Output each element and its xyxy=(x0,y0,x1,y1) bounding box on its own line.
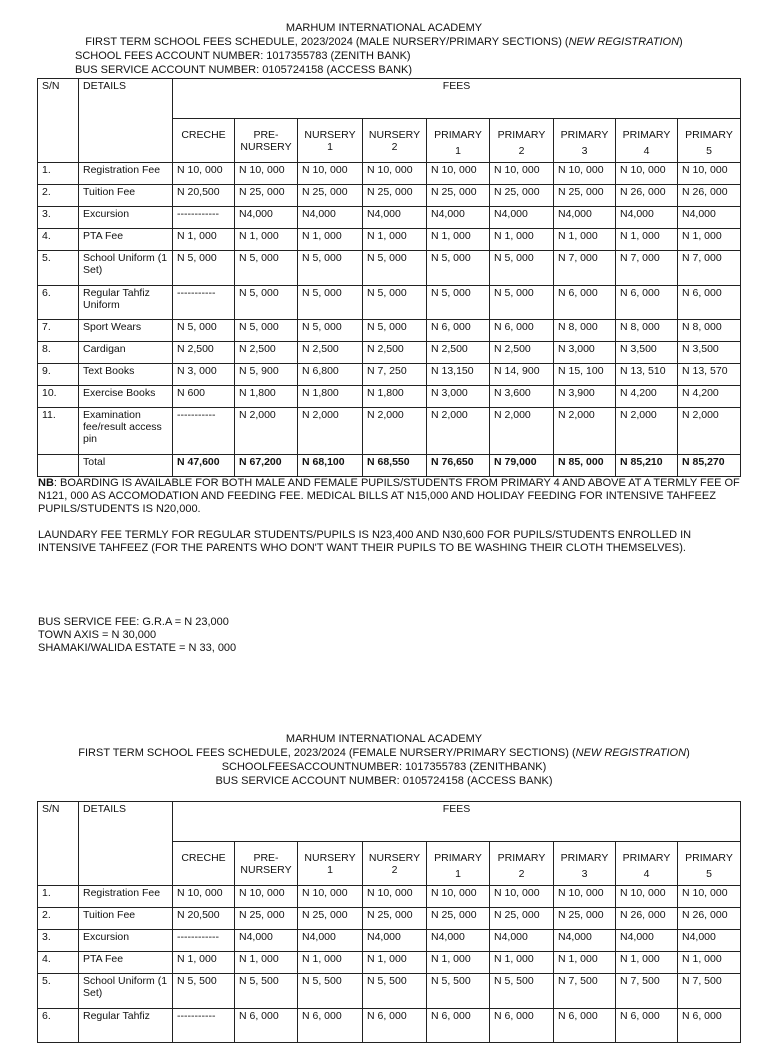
fee-column-header: PRIMARY 5 xyxy=(678,842,741,886)
fee-amount: N 5, 000 xyxy=(363,251,427,286)
fee-amount: N 7, 500 xyxy=(678,974,741,1009)
fee-amount: N 6, 000 xyxy=(678,286,741,320)
schedule-title: FIRST TERM SCHOOL FEES SCHEDULE, 2023/2024 (MALE NURSERY/PRIMARY SECTIONS) (NEW REGISTRATION) xyxy=(85,36,683,48)
fee-amount: N 8, 000 xyxy=(678,320,741,342)
female-fees-table xyxy=(37,801,741,1043)
fee-detail: Text Books xyxy=(79,364,173,386)
fee-detail: Examination fee/result access pin xyxy=(79,408,173,455)
fee-amount: N 25, 000 xyxy=(298,908,363,930)
fee-amount: N 1, 000 xyxy=(173,229,235,251)
fee-amount: N 20,500 xyxy=(173,908,235,930)
row-number: 8. xyxy=(38,342,79,364)
fee-amount: ------------ xyxy=(173,930,235,952)
fee-amount: N 2,000 xyxy=(363,408,427,455)
fee-amount: N 1, 000 xyxy=(554,229,616,251)
fee-amount: N 7, 500 xyxy=(616,974,678,1009)
fee-amount: N 1, 000 xyxy=(363,229,427,251)
total-amount: N 47,600 xyxy=(173,455,235,477)
fee-amount: N 1, 000 xyxy=(616,952,678,974)
row-number: 1. xyxy=(38,163,79,185)
fee-column-header: NURSERY 1 xyxy=(298,119,363,163)
fee-detail: Regular Tahfiz Uniform xyxy=(79,286,173,320)
total-amount: N 85,210 xyxy=(616,455,678,477)
fee-amount: N 1, 000 xyxy=(235,229,298,251)
fee-column-header: NURSERY 2 xyxy=(363,842,427,886)
fee-amount: N 13,150 xyxy=(427,364,490,386)
fee-amount: N 3,500 xyxy=(616,342,678,364)
fee-amount: N4,000 xyxy=(363,207,427,229)
fee-amount: N 2,500 xyxy=(490,342,554,364)
fee-amount: N 10, 000 xyxy=(235,163,298,185)
fee-amount: N 5, 000 xyxy=(490,286,554,320)
fee-detail: Cardigan xyxy=(79,342,173,364)
total-amount: N 85,270 xyxy=(678,455,741,477)
row-number: 5. xyxy=(38,251,79,286)
fee-amount: N 5, 500 xyxy=(173,974,235,1009)
fee-amount: N4,000 xyxy=(298,207,363,229)
fee-row xyxy=(38,386,741,408)
total-amount: N 68,100 xyxy=(298,455,363,477)
row-number: 3. xyxy=(38,207,79,229)
fee-amount: N 10, 000 xyxy=(363,163,427,185)
fee-amount: N 5, 500 xyxy=(490,974,554,1009)
fee-amount: N 6, 000 xyxy=(490,1009,554,1043)
fee-amount: N 6, 000 xyxy=(427,320,490,342)
section1-header xyxy=(0,21,768,77)
total-amount: N 76,650 xyxy=(427,455,490,477)
fee-amount: N 1, 000 xyxy=(427,229,490,251)
fee-amount: N 1, 000 xyxy=(616,229,678,251)
bus-fee-shamaki: SHAMAKI/WALIDA ESTATE = N 33, 000 xyxy=(38,642,237,654)
fee-amount: N 7, 000 xyxy=(678,251,741,286)
fee-column-header: PRIMARY 3 xyxy=(554,119,616,163)
nb-text: : BOARDING IS AVAILABLE FOR BOTH MALE AND FEMALE PUPILS/STUDENTS FROM PRIMARY 4 AND ABOVE AT A TERMLY FEE OF N121, 000 AS ACCOMODATION AND FEEDING FEE. MEDICAL BILLS AT N15,000 AND HOLIDAY FEEDING FOR INTENSIVE TAHFEEZ PUPILS/STUDENTS IS N20,000. xyxy=(38,477,740,515)
fee-amount: N 6, 000 xyxy=(616,286,678,320)
fee-column-header: PRE- NURSERY xyxy=(235,842,298,886)
fee-amount: N 5, 000 xyxy=(235,320,298,342)
row-number: 10. xyxy=(38,386,79,408)
fee-amount: N 2,500 xyxy=(363,342,427,364)
fee-amount: N 10, 000 xyxy=(554,163,616,185)
fee-amount: N 2,500 xyxy=(427,342,490,364)
fee-row xyxy=(38,342,741,364)
fee-amount: N4,000 xyxy=(427,930,490,952)
fee-amount: N 5, 500 xyxy=(298,974,363,1009)
fee-amount: N 6, 000 xyxy=(554,1009,616,1043)
fee-column-header: NURSERY 1 xyxy=(298,842,363,886)
fee-detail: Excursion xyxy=(79,207,173,229)
fee-amount: N 1,800 xyxy=(235,386,298,408)
fee-amount: N 2,000 xyxy=(427,408,490,455)
fee-amount: N 1, 000 xyxy=(363,952,427,974)
fee-amount: ----------- xyxy=(173,1009,235,1043)
fee-amount: N 10, 000 xyxy=(616,886,678,908)
fee-detail: Tuition Fee xyxy=(79,908,173,930)
fee-amount: N4,000 xyxy=(554,930,616,952)
fee-amount: N 5, 000 xyxy=(235,286,298,320)
section2-header xyxy=(0,732,768,788)
row-number: 4. xyxy=(38,952,79,974)
fee-amount: N 2,000 xyxy=(298,408,363,455)
fees-header: FEES xyxy=(173,79,741,119)
bus-account-line: BUS SERVICE ACCOUNT NUMBER: 0105724158 (ACCESS BANK) xyxy=(75,64,413,76)
fee-amount: N4,000 xyxy=(616,207,678,229)
fee-row xyxy=(38,229,741,251)
fee-row xyxy=(38,886,741,908)
fee-column-header: CRECHE xyxy=(173,842,235,886)
fee-amount: N4,000 xyxy=(427,207,490,229)
fees-header: FEES xyxy=(173,802,741,842)
row-number: 2. xyxy=(38,185,79,207)
row-number: 11. xyxy=(38,408,79,455)
fee-detail: Regular Tahfiz xyxy=(79,1009,173,1043)
fee-amount: N4,000 xyxy=(235,207,298,229)
fee-amount: N4,000 xyxy=(678,207,741,229)
total-row xyxy=(38,455,741,477)
fee-detail: School Uniform (1 Set) xyxy=(79,251,173,286)
fee-column-header: PRIMARY 1 xyxy=(427,119,490,163)
fee-amount: N 10, 000 xyxy=(298,886,363,908)
row-number: 3. xyxy=(38,930,79,952)
fee-amount: N 7, 000 xyxy=(616,251,678,286)
fee-column-header: PRIMARY 5 xyxy=(678,119,741,163)
fee-amount: N4,000 xyxy=(616,930,678,952)
details-header: DETAILS xyxy=(79,79,173,163)
fee-amount: N 3,900 xyxy=(554,386,616,408)
total-amount: N 67,200 xyxy=(235,455,298,477)
sn-header: S/N xyxy=(38,802,79,886)
fee-column-header: PRIMARY 4 xyxy=(616,842,678,886)
fee-amount: N 25, 000 xyxy=(427,908,490,930)
male-fees-table xyxy=(37,78,741,477)
fee-row xyxy=(38,908,741,930)
fee-detail: PTA Fee xyxy=(79,229,173,251)
fee-row xyxy=(38,408,741,455)
fee-column-header: PRIMARY 3 xyxy=(554,842,616,886)
fee-detail: Excursion xyxy=(79,930,173,952)
fee-row xyxy=(38,1009,741,1043)
fee-amount: N 10, 000 xyxy=(678,163,741,185)
fee-amount: N 25, 000 xyxy=(363,185,427,207)
fee-amount: N 5, 500 xyxy=(363,974,427,1009)
school-fees-account-line-2: SCHOOLFEESACCOUNTNUMBER: 1017355783 (ZENITHBANK) xyxy=(221,761,547,773)
fee-detail: School Uniform (1 Set) xyxy=(79,974,173,1009)
fee-amount: N 10, 000 xyxy=(173,886,235,908)
fee-amount: N4,000 xyxy=(490,207,554,229)
fee-amount: N 25, 000 xyxy=(427,185,490,207)
fee-amount: N 1,800 xyxy=(363,386,427,408)
fee-amount: N 1, 000 xyxy=(298,229,363,251)
fee-row xyxy=(38,952,741,974)
fee-amount: N 5, 000 xyxy=(173,320,235,342)
fee-row xyxy=(38,185,741,207)
fee-amount: N 1, 000 xyxy=(554,952,616,974)
total-label: Total xyxy=(79,455,173,477)
fee-amount: N 2,000 xyxy=(490,408,554,455)
fee-row xyxy=(38,163,741,185)
fee-amount: N 2,500 xyxy=(298,342,363,364)
fee-amount: N 5, 000 xyxy=(490,251,554,286)
fee-amount: N4,000 xyxy=(363,930,427,952)
fee-amount: N 10, 000 xyxy=(298,163,363,185)
fee-amount: N 5, 000 xyxy=(298,320,363,342)
fee-amount: N 10, 000 xyxy=(490,886,554,908)
fee-amount: N 15, 100 xyxy=(554,364,616,386)
fee-amount: N 10, 000 xyxy=(235,886,298,908)
bus-account-line-2: BUS SERVICE ACCOUNT NUMBER: 0105724158 (ACCESS BANK) xyxy=(215,775,553,787)
fee-amount: N 10, 000 xyxy=(363,886,427,908)
fee-amount: N 1, 000 xyxy=(235,952,298,974)
fee-amount: N 13, 570 xyxy=(678,364,741,386)
fee-amount: N 1, 000 xyxy=(678,229,741,251)
fee-amount: N 6, 000 xyxy=(363,1009,427,1043)
fee-amount: N4,000 xyxy=(235,930,298,952)
fee-amount: N 26, 000 xyxy=(678,185,741,207)
fee-row xyxy=(38,251,741,286)
fee-amount: N 5, 000 xyxy=(298,286,363,320)
fee-amount: ----------- xyxy=(173,286,235,320)
row-number: 1. xyxy=(38,886,79,908)
fee-amount: N 7, 000 xyxy=(554,251,616,286)
fee-row xyxy=(38,320,741,342)
fee-amount: N 10, 000 xyxy=(678,886,741,908)
fee-amount: N 600 xyxy=(173,386,235,408)
fee-amount: N4,000 xyxy=(554,207,616,229)
fee-amount: N 25, 000 xyxy=(490,908,554,930)
row-number: 2. xyxy=(38,908,79,930)
fee-amount: N 5, 500 xyxy=(427,974,490,1009)
bus-fee-town: TOWN AXIS = N 30,000 xyxy=(38,629,157,641)
fee-amount: N 26, 000 xyxy=(616,185,678,207)
laundry-note: LAUNDARY FEE TERMLY FOR REGULAR STUDENTS/PUPILS IS N23,400 AND N30,600 FOR PUPILS/STUDENTS ENROLLED IN INTENSIVE TAHFEEZ (FOR THE PARENTS WHO DON'T WANT THEIR PUPILS TO BE WASHING THEIR CLOTH THEMSELVES). xyxy=(38,529,692,554)
row-number: 6. xyxy=(38,286,79,320)
fee-row xyxy=(38,364,741,386)
fee-amount: N 4,200 xyxy=(616,386,678,408)
fee-amount: N4,000 xyxy=(678,930,741,952)
fee-amount: N 1, 000 xyxy=(490,952,554,974)
fee-amount: N 3,000 xyxy=(554,342,616,364)
fee-amount: N 5, 000 xyxy=(427,286,490,320)
fee-amount: N 25, 000 xyxy=(554,908,616,930)
fee-amount: N 8, 000 xyxy=(554,320,616,342)
fee-amount: N 20,500 xyxy=(173,185,235,207)
fee-amount: N 1, 000 xyxy=(490,229,554,251)
fee-amount: N 5, 900 xyxy=(235,364,298,386)
fee-amount: N4,000 xyxy=(298,930,363,952)
fee-column-header: PRIMARY 4 xyxy=(616,119,678,163)
total-amount: N 85, 000 xyxy=(554,455,616,477)
fee-amount: N 1, 000 xyxy=(173,952,235,974)
fee-amount: N 3,000 xyxy=(427,386,490,408)
fee-amount: N 6, 000 xyxy=(554,286,616,320)
fee-amount: N 1, 000 xyxy=(678,952,741,974)
fee-column-header: PRIMARY 2 xyxy=(490,119,554,163)
fee-amount: N 10, 000 xyxy=(173,163,235,185)
fee-amount: N 10, 000 xyxy=(490,163,554,185)
fee-amount: N 5, 500 xyxy=(235,974,298,1009)
fee-amount: N 25, 000 xyxy=(554,185,616,207)
fee-column-header: NURSERY 2 xyxy=(363,119,427,163)
school-fees-account-line: SCHOOL FEES ACCOUNT NUMBER: 1017355783 (ZENITH BANK) xyxy=(75,50,411,62)
fee-column-header: CRECHE xyxy=(173,119,235,163)
row-number: 6. xyxy=(38,1009,79,1043)
fee-amount: N 10, 000 xyxy=(616,163,678,185)
fee-row xyxy=(38,930,741,952)
fee-amount: N 5, 000 xyxy=(173,251,235,286)
fee-amount: N 6, 000 xyxy=(298,1009,363,1043)
fee-detail: Sport Wears xyxy=(79,320,173,342)
fee-amount: N 1, 000 xyxy=(427,952,490,974)
row-number: 7. xyxy=(38,320,79,342)
fee-amount: N 25, 000 xyxy=(298,185,363,207)
fee-amount: N 3,500 xyxy=(678,342,741,364)
fee-amount: N 6, 000 xyxy=(678,1009,741,1043)
fee-amount: N 14, 900 xyxy=(490,364,554,386)
fee-amount: N 2,000 xyxy=(678,408,741,455)
fee-detail: PTA Fee xyxy=(79,952,173,974)
fee-amount: N 13, 510 xyxy=(616,364,678,386)
fee-amount: N 6, 000 xyxy=(490,320,554,342)
fee-amount: N 10, 000 xyxy=(554,886,616,908)
sn-header: S/N xyxy=(38,79,79,163)
nb-label: NB xyxy=(38,477,54,489)
fee-amount: N 6, 000 xyxy=(427,1009,490,1043)
fee-amount: N 5, 000 xyxy=(363,286,427,320)
details-header: DETAILS xyxy=(79,802,173,886)
fee-amount: N 25, 000 xyxy=(363,908,427,930)
fee-row xyxy=(38,974,741,1009)
row-number xyxy=(38,455,79,477)
row-number: 5. xyxy=(38,974,79,1009)
fee-column-header: PRIMARY 1 xyxy=(427,842,490,886)
fee-amount: N 6, 000 xyxy=(235,1009,298,1043)
fee-column-header: PRE- NURSERY xyxy=(235,119,298,163)
fee-amount: N 6, 000 xyxy=(616,1009,678,1043)
fee-row xyxy=(38,286,741,320)
fee-amount: N 2,000 xyxy=(616,408,678,455)
fee-amount: N 25, 000 xyxy=(490,185,554,207)
fee-amount: N 25, 000 xyxy=(235,908,298,930)
fee-amount: N 7, 500 xyxy=(554,974,616,1009)
fee-amount: N 26, 000 xyxy=(678,908,741,930)
fee-amount: N 2,000 xyxy=(554,408,616,455)
fee-amount: N 6,800 xyxy=(298,364,363,386)
schedule-title-2: FIRST TERM SCHOOL FEES SCHEDULE, 2023/2024 (FEMALE NURSERY/PRIMARY SECTIONS) (NEW REGISTRATION) xyxy=(78,747,690,759)
fee-amount: N 2,000 xyxy=(235,408,298,455)
row-number: 9. xyxy=(38,364,79,386)
fee-detail: Registration Fee xyxy=(79,163,173,185)
fee-amount: ------------ xyxy=(173,207,235,229)
fee-column-header: PRIMARY 2 xyxy=(490,842,554,886)
school-name-2: MARHUM INTERNATIONAL ACADEMY xyxy=(285,733,483,745)
boarding-note xyxy=(38,477,750,516)
fee-amount: N 5, 000 xyxy=(363,320,427,342)
fee-amount: N 25, 000 xyxy=(235,185,298,207)
fee-amount: N 2,500 xyxy=(235,342,298,364)
row-number: 4. xyxy=(38,229,79,251)
fee-amount: N 5, 000 xyxy=(235,251,298,286)
fee-amount: N4,000 xyxy=(490,930,554,952)
fee-amount: N 10, 000 xyxy=(427,163,490,185)
fee-amount: N 3,600 xyxy=(490,386,554,408)
fee-amount: N 8, 000 xyxy=(616,320,678,342)
bus-fee-note xyxy=(38,616,750,655)
fee-amount: N 4,200 xyxy=(678,386,741,408)
fee-amount: N 7, 250 xyxy=(363,364,427,386)
total-amount: N 79,000 xyxy=(490,455,554,477)
fee-amount: N 3, 000 xyxy=(173,364,235,386)
fee-amount: N 5, 000 xyxy=(427,251,490,286)
fee-amount: N 5, 000 xyxy=(298,251,363,286)
fee-amount: N 26, 000 xyxy=(616,908,678,930)
fee-detail: Tuition Fee xyxy=(79,185,173,207)
fee-amount: ----------- xyxy=(173,408,235,455)
fee-detail: Registration Fee xyxy=(79,886,173,908)
fee-detail: Exercise Books xyxy=(79,386,173,408)
fee-amount: N 2,500 xyxy=(173,342,235,364)
fee-amount: N 10, 000 xyxy=(427,886,490,908)
fee-row xyxy=(38,207,741,229)
total-amount: N 68,550 xyxy=(363,455,427,477)
fee-amount: N 1, 000 xyxy=(298,952,363,974)
school-name: MARHUM INTERNATIONAL ACADEMY xyxy=(285,22,483,34)
fee-amount: N 1,800 xyxy=(298,386,363,408)
bus-fee-gra: BUS SERVICE FEE: G.R.A = N 23,000 xyxy=(38,616,229,628)
